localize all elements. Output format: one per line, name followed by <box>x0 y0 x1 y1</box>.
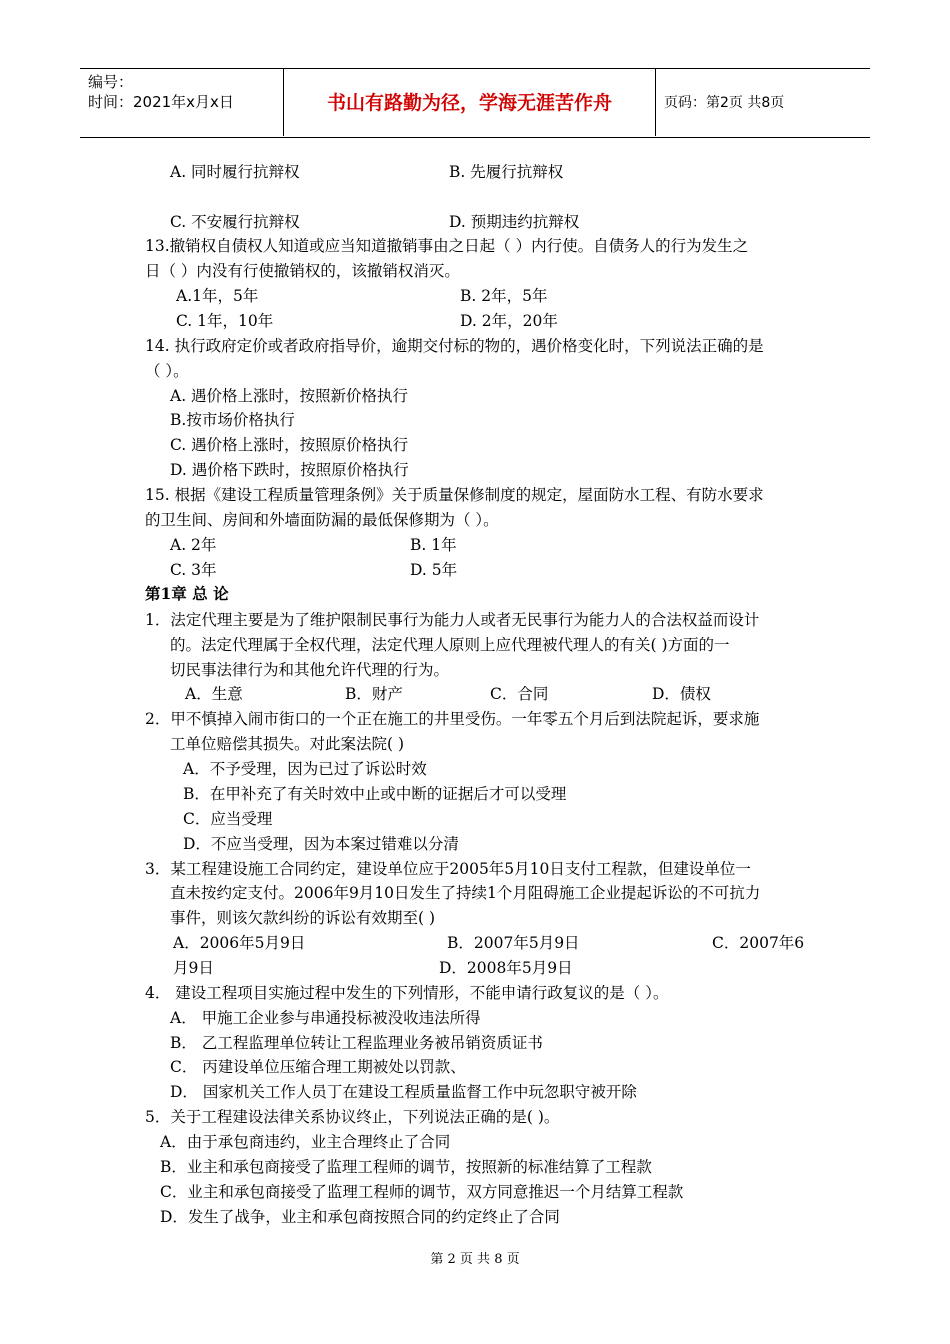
option-line: C． 丙建设单位压缩合理工期被处以罚款、 <box>170 1058 466 1076</box>
option-line: C．合同 <box>490 685 549 703</box>
option-line: A. 2年 <box>170 536 217 554</box>
option-line: B．业主和承包商接受了监理工程师的调节，按照新的标准结算了工程款 <box>160 1158 652 1176</box>
option-line: C. 1年，10年 <box>176 312 274 330</box>
option-line: D．债权 <box>652 685 711 703</box>
header-divider <box>655 68 656 136</box>
option-line: B. 先履行抗辩权 <box>449 163 564 181</box>
option-line: D. 预期违约抗辩权 <box>449 213 580 231</box>
option-line: A．不予受理，因为已过了诉讼时效 <box>183 760 427 778</box>
option-line: B．财产 <box>345 685 403 703</box>
question-line: 3．某工程建设施工合同约定，建设单位应于2005年5月10日支付工程款，但建设单位一 <box>145 860 751 878</box>
question-line: 直未按约定支付。2006年9月10日发生了持续1个月阻碍施工企业提起诉讼的不可抗力 <box>170 884 761 902</box>
question-line: 13.撤销权自债权人知道或应当知道撤销事由之日起（ ）内行使。自债务人的行为发生之 <box>145 237 749 255</box>
header-page-info: 页码：第2页 共8页 <box>664 95 785 111</box>
header-motto: 书山有路勤为径，学海无涯苦作舟 <box>326 92 612 114</box>
option-line: A．生意 <box>185 685 243 703</box>
option-line: D．发生了战争，业主和承包商按照合同的约定终止了合同 <box>160 1208 560 1226</box>
date-line: 时间：2021年x月x日 <box>88 93 234 111</box>
question-line: （ ）。 <box>145 362 189 380</box>
question-line: 工单位赔偿其损失。对此案法院( ) <box>170 735 405 753</box>
option-line: B. 1年 <box>410 536 457 554</box>
option-line: A．由于承包商违约，业主合理终止了合同 <box>160 1133 451 1151</box>
question-line: 切民事法律行为和其他允许代理的行为。 <box>170 661 450 679</box>
question-line: 的卫生间、房间和外墙面防漏的最低保修期为（ ）。 <box>145 511 499 529</box>
option-line: B．2007年5月9日 <box>447 934 580 952</box>
option-line: D． 国家机关工作人员丁在建设工程质量监督工作中玩忽职守被开除 <box>170 1083 637 1101</box>
question-line: 14. 执行政府定价或者政府指导价，逾期交付标的物的，遇价格变化时，下列说法正确的是 <box>145 337 764 355</box>
option-line: C. 遇价格上涨时，按照原价格执行 <box>170 436 409 454</box>
chapter-heading: 第1章 总 论 <box>145 584 229 603</box>
option-line: 月9日 <box>173 959 214 977</box>
option-line: D．2008年5月9日 <box>439 959 573 977</box>
option-line: A. 遇价格上涨时，按照新价格执行 <box>170 387 409 405</box>
question-line: 2．甲不慎掉入闹市街口的一个正在施工的井里受伤。一年零五个月后到法院起诉，要求施 <box>145 710 760 728</box>
option-line: B.按市场价格执行 <box>170 411 295 429</box>
option-line: D. 遇价格下跌时，按照原价格执行 <box>170 461 409 479</box>
option-line: B． 乙工程监理单位转让工程监理业务被吊销资质证书 <box>170 1034 543 1052</box>
option-line: B. 2年，5年 <box>460 287 548 305</box>
option-line: D. 5年 <box>410 561 458 579</box>
option-line: D．不应当受理，因为本案过错难以分清 <box>183 835 459 853</box>
option-line: A．2006年5月9日 <box>173 934 306 952</box>
option-line: C．2007年6 <box>712 934 805 952</box>
option-line: D. 2年，20年 <box>460 312 558 330</box>
header-meta <box>88 72 234 112</box>
option-line: A． 甲施工企业参与串通投标被没收违法所得 <box>170 1009 481 1027</box>
question-line: 日（ ）内没有行使撤销权的，该撤销权消灭。 <box>145 262 460 280</box>
question-line: 4． 建设工程项目实施过程中发生的下列情形，不能申请行政复议的是（ ）。 <box>145 984 669 1002</box>
page-footer: 第 2 页 共 8 页 <box>430 1252 520 1267</box>
option-line: C．业主和承包商接受了监理工程师的调节，双方同意推迟一个月结算工程款 <box>160 1183 684 1201</box>
question-line: 事件，则该欠款纠纷的诉讼有效期至( ) <box>170 909 436 927</box>
question-line: 的。法定代理属于全权代理，法定代理人原则上应代理被代理人的有关( )方面的一 <box>170 636 730 654</box>
option-line: C．应当受理 <box>183 810 273 828</box>
question-line: 5．关于工程建设法律关系协议终止，下列说法正确的是( )。 <box>145 1108 560 1126</box>
code-label: 编号： <box>88 73 134 91</box>
option-line: A.1年，5年 <box>176 287 259 305</box>
option-line: C. 不安履行抗辩权 <box>170 213 300 231</box>
question-line: 1．法定代理主要是为了维护限制民事行为能力人或者无民事行为能力人的合法权益而设计 <box>145 611 760 629</box>
option-line: C. 3年 <box>170 561 217 579</box>
option-line: A. 同时履行抗辩权 <box>170 163 300 181</box>
question-line: 15. 根据《建设工程质量管理条例》关于质量保修制度的规定，屋面防水工程、有防水要求 <box>145 486 764 504</box>
option-line: B．在甲补充了有关时效中止或中断的证据后才可以受理 <box>183 785 567 803</box>
